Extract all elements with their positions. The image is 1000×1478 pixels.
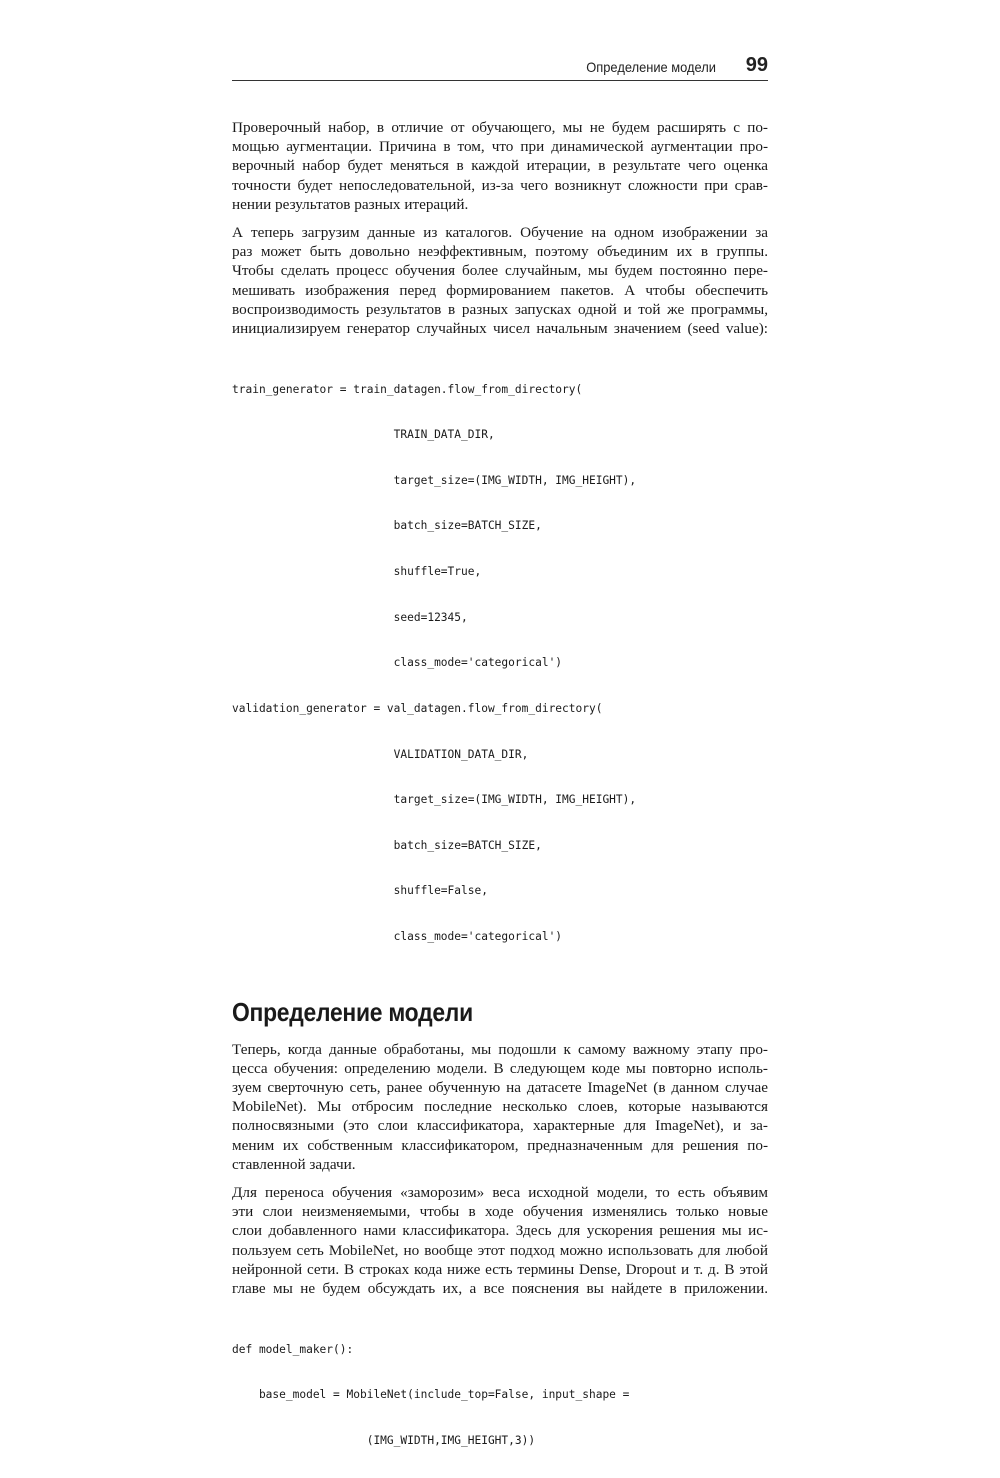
code-line: batch_size=BATCH_SIZE, — [232, 838, 542, 852]
text-line: раз может быть довольно неэффективным, поэтому объединим их в группы. — [232, 243, 768, 261]
code-line: shuffle=True, — [232, 565, 482, 579]
text-line: полносвязными (это слои классификатора, характерные для ImageNet), и за- — [232, 1117, 768, 1135]
paragraph-validation-set — [232, 118, 768, 214]
code-line: class_mode='categorical') — [232, 929, 563, 943]
code-line: train_generator = train_datagen.flow_from_directory( — [232, 382, 583, 396]
paragraph-model-definition — [232, 1040, 768, 1174]
code-line: TRAIN_DATA_DIR, — [232, 428, 495, 442]
text-line: нейронной сети. В строках кода ниже есть термины Dense, Dropout и т. д. В этой — [232, 1260, 768, 1278]
text-line: инициализируем генератор случайных чисел начальным значением (seed value): — [232, 320, 768, 338]
text-line: Для переноса обучения «заморозим» веса исходной модели, то есть объявим — [232, 1183, 768, 1201]
text-line: цесса обучения: определению модели. В следующем коде мы повторно исполь- — [232, 1059, 768, 1077]
section-heading: Определение модели — [232, 996, 473, 1027]
code-line: base_model = MobileNet(include_top=False, input_shape = — [232, 1388, 630, 1402]
text-line: слои добавленного нами классификатора. Здесь для ускорения решения мы ис- — [232, 1222, 768, 1240]
text-line: Теперь, когда данные обработаны, мы подошли к самому важному этапу про- — [232, 1040, 768, 1058]
text-line: Проверочный набор, в отличие от обучающего, мы не будем расширять с по- — [232, 119, 768, 136]
text-line: главе мы не будем обсуждать их, а все пояснения вы найдете в приложении. — [232, 1280, 768, 1297]
page-content — [232, 118, 768, 1478]
code-line: VALIDATION_DATA_DIR, — [232, 747, 529, 761]
code-line: class_mode='categorical') — [232, 656, 563, 670]
text-line: MobileNet). Мы отбросим последние несколько слоев, которые называются — [232, 1098, 768, 1116]
text-line: воспроизводимость результатов в разных запусках одной и той же программы, — [232, 300, 768, 318]
text-line: ставленной задачи. — [232, 1155, 356, 1173]
code-line: target_size=(IMG_WIDTH, IMG_HEIGHT), — [232, 793, 637, 807]
running-header — [232, 56, 768, 82]
code-line: def model_maker(): — [232, 1342, 354, 1356]
text-line: А теперь загрузим данные из каталогов. Обучение на одном изображении за — [232, 224, 768, 242]
text-line: Чтобы сделать процесс обучения более случайным, мы будем постоянно пере- — [232, 262, 768, 280]
paragraph-transfer-learning — [232, 1183, 768, 1298]
code-line: (IMG_WIDTH,IMG_HEIGHT,3)) — [232, 1433, 536, 1447]
code-line: batch_size=BATCH_SIZE, — [232, 519, 542, 533]
running-header-title: Определение модели — [586, 59, 716, 75]
text-line: верочный набор будет меняться в каждой итерации, в результате чего оценка — [232, 157, 768, 175]
text-line: зуем сверточную сеть, ранее обученную на датасете ImageNet (в данном случае — [232, 1078, 768, 1096]
page-number: 99 — [745, 54, 768, 76]
text-line: мощью аугментации. Причина в том, что при динамической аугментации про- — [232, 138, 768, 156]
header-rule — [232, 80, 768, 81]
text-line: нении результатов разных итераций. — [232, 195, 469, 213]
text-line: точности будет непоследовательной, из-за чего возникнут сложности при срав- — [232, 176, 768, 194]
paragraph-load-data — [232, 223, 768, 338]
code-line: target_size=(IMG_WIDTH, IMG_HEIGHT), — [232, 473, 637, 487]
code-block-model-maker — [232, 1311, 768, 1478]
text-line: эти слои неизменяемыми, чтобы в ходе обучения изменялись только новые — [232, 1203, 768, 1221]
text-line: мешивать изображения перед формированием пакетов. А чтобы обеспечить — [232, 281, 768, 299]
code-line: shuffle=False, — [232, 884, 488, 898]
code-line: validation_generator = val_datagen.flow_from_directory( — [232, 701, 603, 715]
text-line: меним их собственным классификатором, предназначенным для решения по- — [232, 1136, 768, 1154]
text-line: пользуем сеть MobileNet, но вообще этот подход можно использовать для любой — [232, 1241, 768, 1259]
code-block-generators — [232, 351, 768, 974]
code-line: seed=12345, — [232, 610, 468, 624]
